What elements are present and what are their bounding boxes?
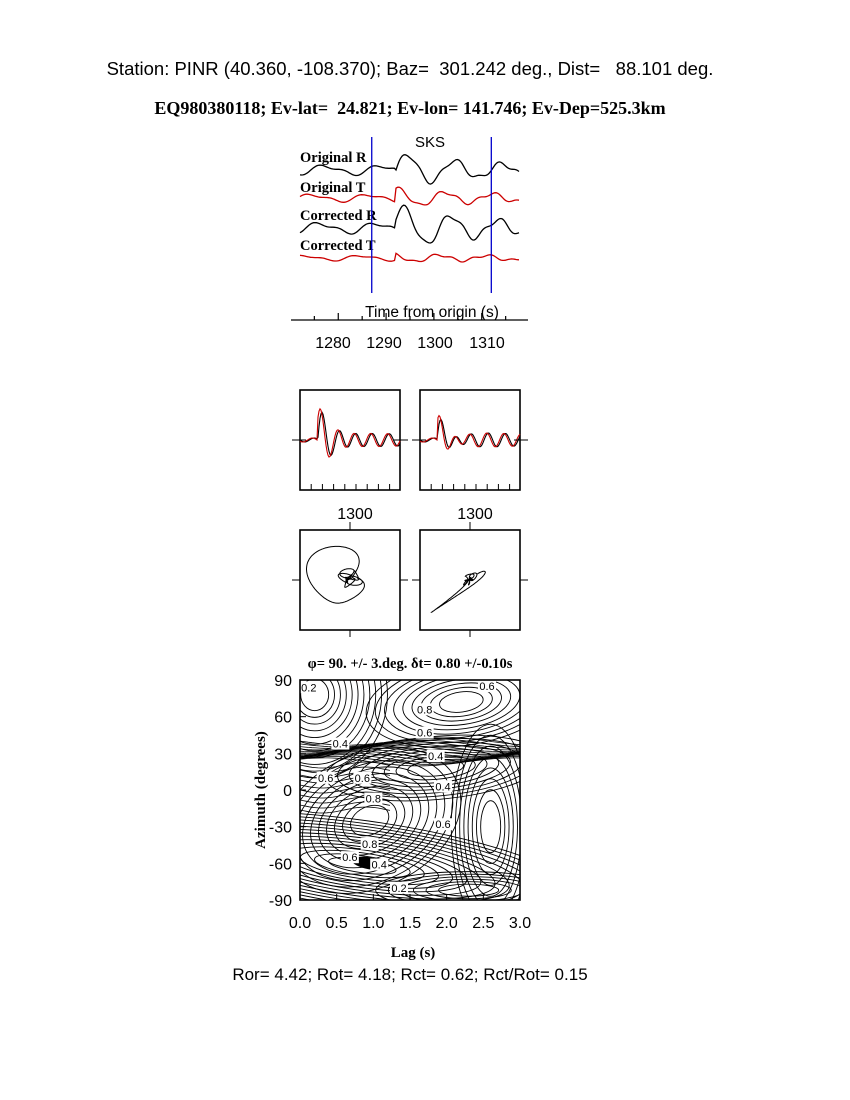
contour-ring-upper-left <box>254 625 376 765</box>
contour-label: 0.2 <box>391 882 407 895</box>
contour-label: 0.6 <box>318 772 334 785</box>
trace-label-original-t: Original T <box>300 180 366 196</box>
corrected-t-trace <box>300 253 519 262</box>
contour-ring-right <box>472 779 509 875</box>
contour-label: 0.8 <box>365 793 381 806</box>
lag-tick-label: 3.0 <box>508 915 532 932</box>
contour-label: 0.4 <box>435 781 451 794</box>
contour-ring-upper-right <box>389 662 533 742</box>
contour-ring-upper-right <box>438 689 484 715</box>
trace-label-original-r: Original R <box>300 150 367 166</box>
contour-label: 0.4 <box>332 738 348 751</box>
trace-label-corrected-r: Corrected R <box>300 208 377 224</box>
contour-left-line <box>300 772 390 778</box>
time-tick-label: 1280 <box>315 335 351 352</box>
contour-label: 0.6 <box>342 852 358 865</box>
particle-motion-corrected <box>432 571 486 612</box>
particle-motion-panels <box>292 522 528 637</box>
waveform-comparison-panels <box>292 390 528 523</box>
waveform-t <box>420 416 520 450</box>
station-info: Station: PINR (40.360, -108.370); Baz= 301.242 deg., Dist= 88.101 deg. <box>106 58 714 79</box>
waveform-tick-label-right: 1300 <box>457 506 493 523</box>
contour-label: 0.4 <box>428 750 444 763</box>
waveform-r <box>300 412 400 455</box>
event-info: EQ980380118; Ev-lat= 24.821; Ev-lon= 141.746; Ev-Dep=525.3km <box>154 98 666 118</box>
contour-label: 0.4 <box>371 859 387 872</box>
contour-label: 0.8 <box>362 838 378 851</box>
lag-tick-label: 2.5 <box>472 915 495 932</box>
time-tick-label: 1300 <box>417 335 453 352</box>
azimuth-tick-label: -90 <box>268 893 292 910</box>
contour-label: 0.2 <box>301 682 317 695</box>
time-axis-label: Time from origin (s) <box>365 304 499 321</box>
contour-title: φ= 90. +/- 3.deg. δt= 0.80 +/-0.10s <box>307 656 513 672</box>
azimuth-tick-label: 90 <box>274 673 292 690</box>
lag-tick-label: 1.5 <box>398 915 422 932</box>
contour-ring-upper-left <box>260 632 370 758</box>
contour-label: 0.8 <box>417 704 433 717</box>
lag-tick-label: 0.0 <box>288 915 312 932</box>
contour-ring-upper-right <box>409 673 514 732</box>
lag-tick-label: 2.0 <box>435 915 458 932</box>
waveform-box-right <box>420 390 520 490</box>
lag-axis-label: Lag (s) <box>390 945 436 961</box>
contour-label: 0.6 <box>479 681 495 694</box>
lag-tick-label: 0.5 <box>325 915 348 932</box>
lag-tick-label: 1.0 <box>362 915 385 932</box>
azimuth-tick-label: 0 <box>283 783 292 800</box>
contour-left-line <box>300 767 390 773</box>
azimuth-tick-label: 60 <box>274 709 292 727</box>
azimuth-tick-label: 30 <box>274 746 292 764</box>
contour-ring-upper-left <box>289 665 341 724</box>
particle-motion-box-left <box>300 530 400 630</box>
contour-label: 0.6 <box>354 772 370 785</box>
contour-label: 0.6 <box>417 727 433 740</box>
contour-label: 0.6 <box>435 819 451 832</box>
contour-ring-right <box>481 801 501 853</box>
waveform-tick-label-left: 1300 <box>337 506 373 523</box>
phase-label: SKS <box>415 134 446 151</box>
contour-panel <box>139 611 587 961</box>
azimuth-axis-label: Azimuth (degrees) <box>253 731 269 849</box>
azimuth-tick-label: -60 <box>268 856 292 874</box>
waveform-t <box>300 409 400 457</box>
trace-label-corrected-t: Corrected T <box>300 238 376 254</box>
traces-panel <box>291 134 528 352</box>
contour-left-line <box>300 807 390 813</box>
particle-motion-original <box>307 546 365 603</box>
azimuth-tick-label: -30 <box>268 819 292 837</box>
time-tick-label: 1310 <box>469 335 505 352</box>
time-tick-label: 1290 <box>366 335 402 352</box>
energy-ratio-stats: Ror= 4.42; Rot= 4.18; Rct= 0.62; Rct/Rot= 0.15 <box>232 965 588 984</box>
waveform-r <box>420 420 520 448</box>
